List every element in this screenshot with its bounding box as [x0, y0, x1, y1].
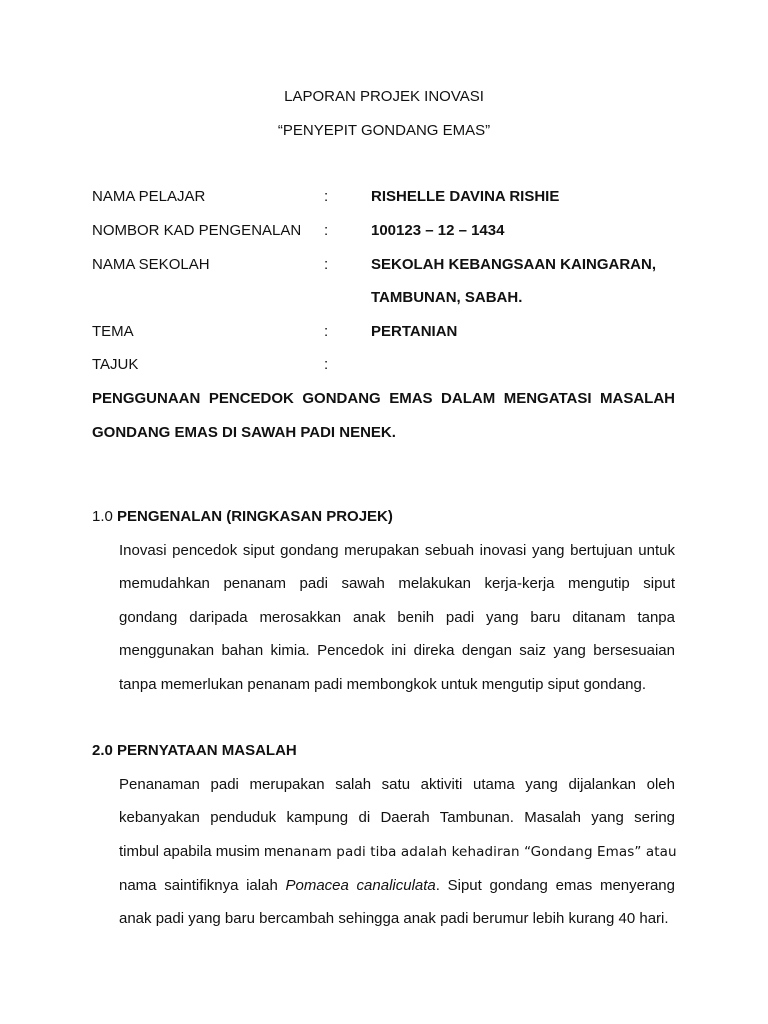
field-colon: :: [324, 222, 329, 239]
field-colon: :: [324, 323, 329, 340]
field-colon: :: [324, 256, 329, 273]
field-value-nama-sekolah: SEKOLAH KEBANGSAAN KAINGARAN,: [371, 256, 657, 273]
paragraph-line: menggunakan bahan kimia. Pencedok ini direka dengan saiz yang bersesuaian: [119, 642, 675, 659]
field-colon: :: [324, 356, 329, 373]
paragraph-line: kebanyakan penduduk kampung di Daerah Tambunan. Masalah yang sering: [119, 809, 675, 826]
paragraph-line: [119, 877, 675, 895]
paragraph-line: memudahkan penanam padi sawah melakukan kerja-kerja mengutip siput: [119, 575, 675, 592]
paragraph-line: Penanaman padi merupakan salah satu aktiviti utama yang dijalankan oleh: [119, 776, 675, 793]
paragraph-segment: nama saintifiknya ialah: [119, 877, 286, 894]
field-colon: :: [324, 188, 329, 205]
field-value-tema: PERTANIAN: [371, 323, 458, 340]
section2-heading: 2.0 PERNYATAAN MASALAH: [92, 742, 297, 759]
tajuk-text-line2: GONDANG EMAS DI SAWAH PADI NENEK.: [92, 424, 396, 441]
field-value-nama-sekolah-line2: TAMBUNAN, SABAH.: [371, 289, 523, 306]
report-title: LAPORAN PROJEK INOVASI: [284, 88, 484, 105]
section1-title: PENGENALAN (RINGKASAN PROJEK): [117, 508, 393, 525]
section1-heading: [92, 508, 393, 526]
paragraph-line: [119, 843, 677, 861]
field-label-tema: TEMA: [92, 323, 134, 340]
paragraph-line: tanpa memerlukan penanam padi membongkok untuk mengutip siput gondang.: [119, 676, 647, 693]
section1-number: 1.0: [92, 508, 113, 525]
field-value-nama-pelajar: RISHELLE DAVINA RISHIE: [371, 188, 560, 205]
field-value-nombor-kad: 100123 – 12 – 1434: [371, 222, 505, 239]
scientific-name: Pomacea canaliculata: [285, 877, 436, 894]
paragraph-segment: timbul apabila musim men: [119, 843, 294, 860]
field-label-nama-pelajar: NAMA PELAJAR: [92, 188, 206, 205]
paragraph-line: gondang daripada merosakkan anak benih padi yang baru ditanam tanpa: [119, 609, 675, 626]
paragraph-line: anak padi yang baru bercambah sehingga anak padi berumur lebih kurang 40 hari.: [119, 910, 669, 927]
field-label-nombor-kad: NOMBOR KAD PENGENALAN: [92, 222, 302, 239]
paragraph-segment: . Siput gondang emas menyerang: [435, 877, 675, 894]
paragraph-segment: anam padi tiba adalah kehadiran “Gondang Emas” atau: [293, 844, 677, 860]
paragraph-line: Inovasi pencedok siput gondang merupakan sebuah inovasi yang bertujuan untuk: [119, 542, 675, 559]
field-label-nama-sekolah: NAMA SEKOLAH: [92, 256, 210, 273]
tajuk-text-line1: PENGGUNAAN PENCEDOK GONDANG EMAS DALAM MENGATASI MASALAH: [92, 390, 675, 407]
report-subtitle: “PENYEPIT GONDANG EMAS”: [277, 122, 491, 139]
field-label-tajuk: TAJUK: [92, 356, 139, 373]
